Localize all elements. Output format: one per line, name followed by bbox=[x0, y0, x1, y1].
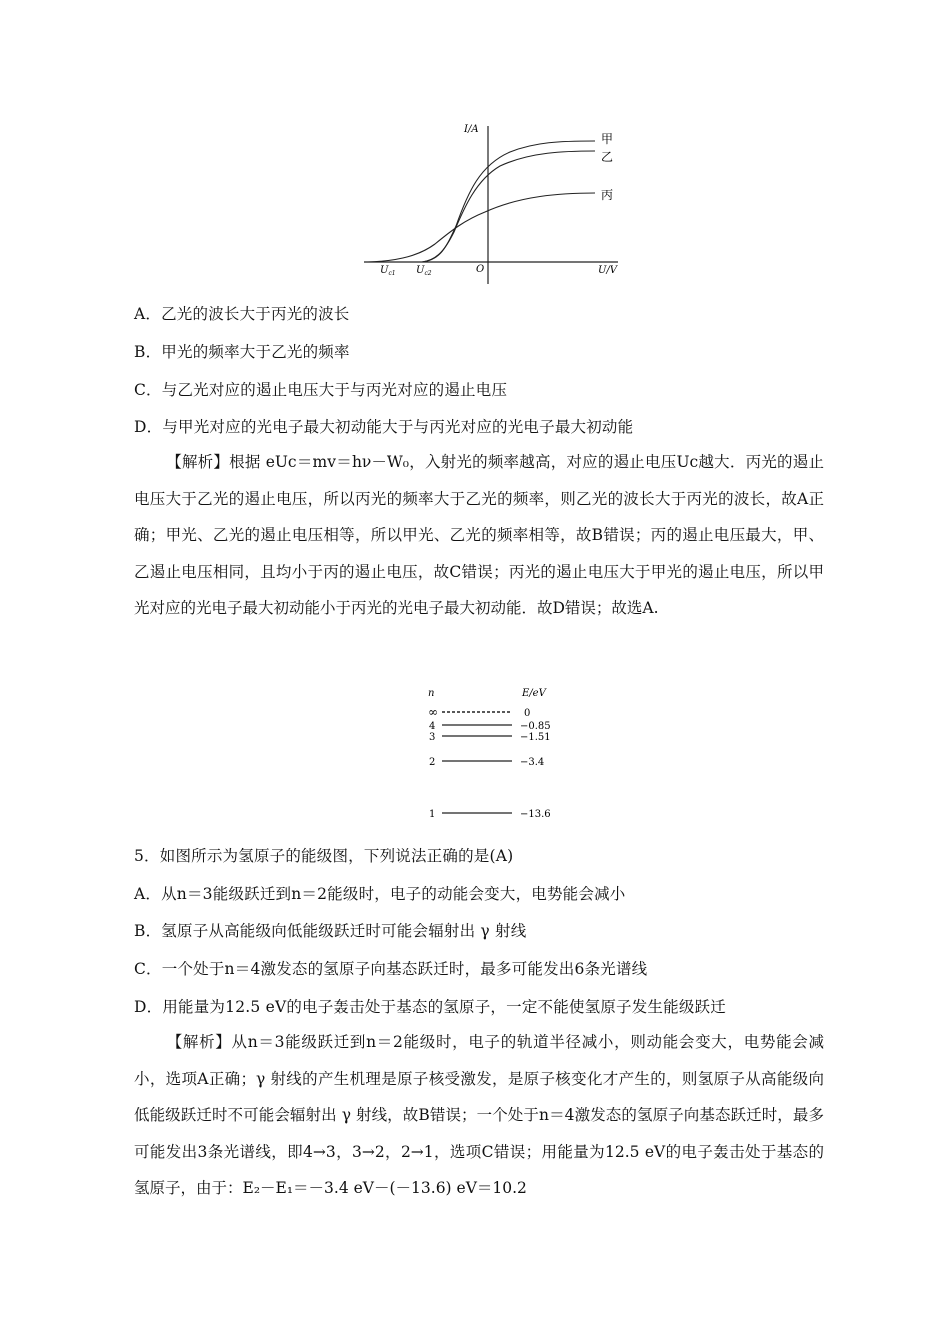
q4-option-c: C．与乙光对应的遏止电压大于与丙光对应的遏止电压 bbox=[134, 381, 508, 399]
level-n-1: 1 bbox=[429, 809, 436, 820]
q5-analysis-text: 从n＝3能级跃迁到n＝2能级时，电子的轨道半径减小，则动能会变大，电势能会减小，选项A正确；γ 射线的产生机理是原子核受激发，是原子核变化才产生的，则氢原子从高能级向低能级跃迁时不可能会辐射出 γ 射线，故B错误；一个处于n＝4激发态的氢原子向基态跃迁时，最多可能发出3条光谱线，即4→3，3→2，2→1，选项C错误；用能量为12.5 eV的电子轰击处于基态的氢原子，由于：E₂－E₁＝－3.4 eV－(－13.6) eV＝10.2 bbox=[134, 1033, 824, 1197]
level-e-4: −0.85 bbox=[520, 721, 551, 732]
photoelectric-iv-graph bbox=[360, 120, 630, 290]
q4-analysis-tag: 【解析】 bbox=[166, 453, 230, 471]
level-n-3: 3 bbox=[429, 732, 436, 743]
curve-yi bbox=[422, 151, 595, 262]
q5-option-c: C．一个处于n＝4激发态的氢原子向基态跃迁时，最多可能发出6条光谱线 bbox=[134, 960, 648, 978]
level-e-3: −1.51 bbox=[520, 732, 551, 743]
q5-analysis bbox=[134, 1024, 824, 1207]
level-n-inf: ∞ bbox=[428, 705, 438, 719]
uc2-label: $U_{c2}$ bbox=[416, 265, 432, 277]
curve-label-yi: 乙 bbox=[601, 150, 614, 164]
uc1-label: $U_{c1}$ bbox=[380, 265, 396, 277]
level-e-2: −3.4 bbox=[520, 757, 545, 768]
origin-label: O bbox=[476, 264, 485, 275]
level-e-1: −13.6 bbox=[520, 809, 551, 820]
q5-option-a: A．从n＝3能级跃迁到n＝2能级时，电子的动能会变大，电势能会减小 bbox=[134, 885, 626, 903]
q4-analysis bbox=[134, 444, 824, 627]
energy-level-diagram bbox=[420, 684, 570, 824]
level-n-4: 4 bbox=[429, 721, 436, 732]
e-header: E/eV bbox=[522, 688, 546, 699]
q5-stem: 5．如图所示为氢原子的能级图，下列说法正确的是(A) bbox=[134, 847, 514, 865]
level-e-inf: 0 bbox=[524, 708, 531, 719]
q5-option-d: D．用能量为12.5 eV的电子轰击处于基态的氢原子，一定不能使氢原子发生能级跃迁 bbox=[134, 998, 726, 1016]
q5-analysis-tag: 【解析】 bbox=[166, 1033, 232, 1051]
q4-option-d: D．与甲光对应的光电子最大初动能大于与丙光对应的光电子最大初动能 bbox=[134, 418, 634, 436]
curve-label-jia: 甲 bbox=[601, 132, 614, 146]
q4-option-b: B．甲光的频率大于乙光的频率 bbox=[134, 343, 350, 361]
y-axis-label: I/A bbox=[464, 124, 479, 135]
x-axis-label: U/V bbox=[598, 265, 618, 276]
level-n-2: 2 bbox=[429, 757, 436, 768]
n-header: n bbox=[428, 688, 435, 699]
q4-analysis-text: 根据 eUc＝mv＝hν－W₀，入射光的频率越高，对应的遏止电压Uc越大．丙光的遏止电压大于乙光的遏止电压，所以丙光的频率大于乙光的频率，则乙光的波长大于丙光的波长，故A正确；甲光、乙光的遏止电压相等，所以甲光、乙光的频率相等，故B错误；丙的遏止电压最大，甲、乙遏止电压相同，且均小于丙的遏止电压，故C错误；丙光的遏止电压大于甲光的遏止电压，所以甲光对应的光电子最大初动能小于丙光的光电子最大初动能．故D错误；故选A. bbox=[134, 453, 824, 617]
curve-label-bing: 丙 bbox=[601, 188, 614, 202]
q5-option-b: B．氢原子从高能级向低能级跃迁时可能会辐射出 γ 射线 bbox=[134, 922, 527, 940]
curve-bing bbox=[368, 193, 595, 262]
q4-option-a: A．乙光的波长大于丙光的波长 bbox=[134, 305, 350, 323]
